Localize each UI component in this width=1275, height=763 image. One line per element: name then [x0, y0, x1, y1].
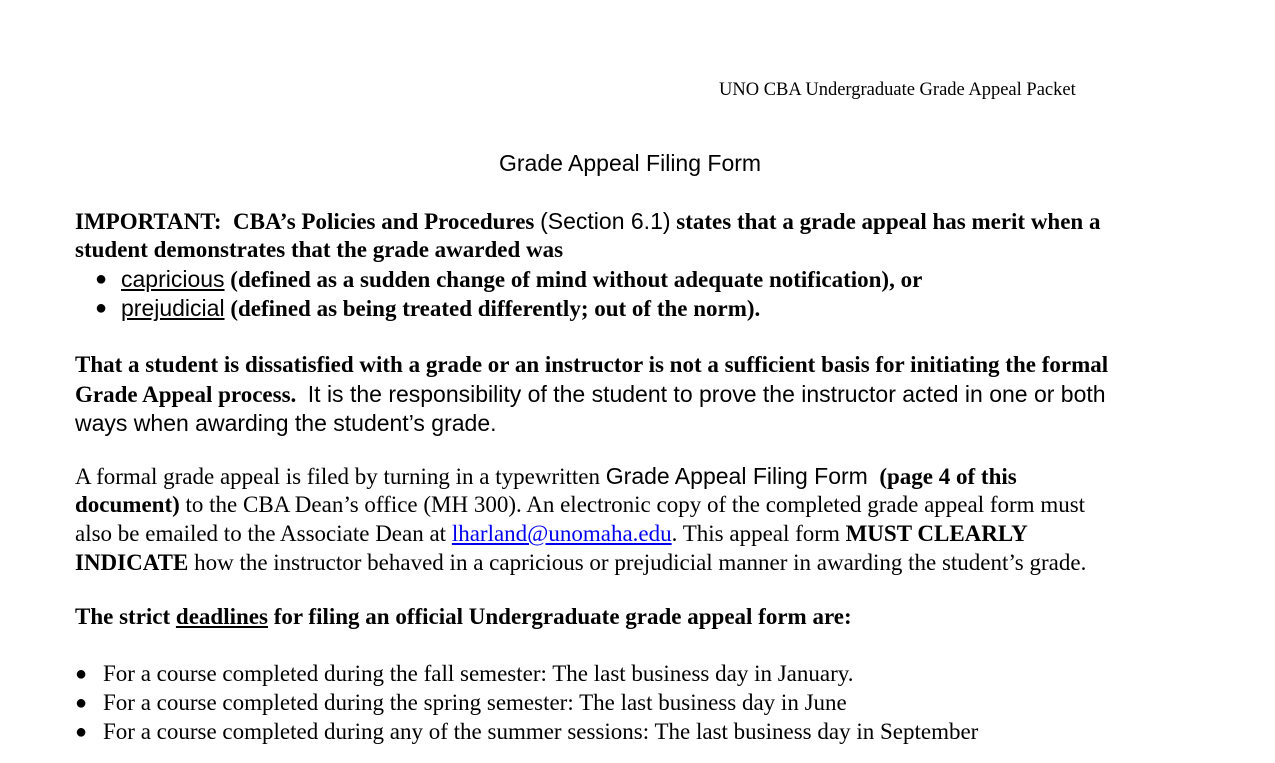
formal-text-3: also be emailed to the Associate Dean at [75, 521, 447, 546]
formal-line-1 [75, 463, 1017, 490]
running-header: UNO CBA Undergraduate Grade Appeal Packet [719, 80, 1076, 100]
email-link[interactable]: lharland@unomaha.edu [451, 521, 672, 546]
term-prejudicial: prejudicial [121, 295, 225, 321]
deadline-item: For a course completed during any of the summer sessions: The last business day in September [103, 719, 979, 744]
bullet-icon: ● [95, 297, 108, 319]
merit-bullet-prejudicial [121, 295, 760, 322]
dissatisfied-text-2: It is the responsibility of the student to prove the instructor acted in one or both [307, 381, 1106, 407]
formal-text-2: to the CBA Dean’s office (MH 300). An electronic copy of the completed grade appeal form must [185, 492, 1086, 517]
merit-bullet-capricious [121, 266, 922, 293]
deadline-item: For a course completed during the spring semester: The last business day in June [103, 690, 847, 715]
formal-line-3 [75, 521, 1028, 547]
important-lead-1: states that a grade appeal has merit when a [676, 209, 1101, 234]
term-capricious: capricious [121, 266, 225, 292]
section-reference: (Section 6.1) [540, 208, 671, 234]
bullet-icon: ● [95, 268, 108, 290]
formal-text-1: A formal grade appeal is filed by turning in a typewritten [75, 464, 601, 489]
emphasis-indicate: INDICATE [75, 550, 189, 575]
policy-reference: CBA’s Policies and Procedures [233, 209, 535, 234]
dissatisfied-line-3: ways when awarding the student’s grade. [75, 410, 497, 436]
form-name: Grade Appeal Filing Form [605, 463, 868, 489]
dissatisfied-line-1: That a student is dissatisfied with a grade or an instructor is not a sufficient basis for initiating the formal [75, 352, 1109, 377]
formal-text-3b: . This appeal form [671, 521, 840, 546]
formal-text-4: how the instructor behaved in a capricious or prejudicial manner in awarding the student’s grade. [194, 550, 1087, 575]
bullet-icon: ● [75, 663, 88, 685]
deadlines-lead-b: for filing an official Undergraduate grade appeal form are: [273, 604, 852, 629]
deadlines-word: deadlines [175, 604, 268, 629]
bullet-icon: ● [75, 721, 88, 743]
important-label: IMPORTANT: [75, 209, 222, 234]
deadline-item: For a course completed during the fall semester: The last business day in January. [103, 661, 854, 686]
page-title: Grade Appeal Filing Form [499, 150, 762, 176]
bullet-icon: ● [75, 692, 88, 714]
page-reference-end: document) [75, 492, 180, 517]
important-line-1 [75, 208, 1100, 235]
deadlines-lead-a: The strict [75, 604, 171, 629]
emphasis-must-clearly: MUST CLEARLY [845, 521, 1028, 546]
dissatisfied-line-2 [75, 381, 1106, 408]
definition-capricious: (defined as a sudden change of mind without adequate notification), or [230, 267, 923, 292]
formal-line-4 [75, 550, 1086, 576]
deadlines-heading [75, 604, 852, 630]
dissatisfied-bold-2: Grade Appeal process. [75, 382, 297, 407]
definition-prejudicial: (defined as being treated differently; out of the norm). [230, 296, 761, 321]
formal-line-2 [75, 492, 1085, 518]
important-line-2: student demonstrates that the grade awarded was [75, 237, 564, 262]
page-reference: (page 4 of this [879, 464, 1017, 489]
